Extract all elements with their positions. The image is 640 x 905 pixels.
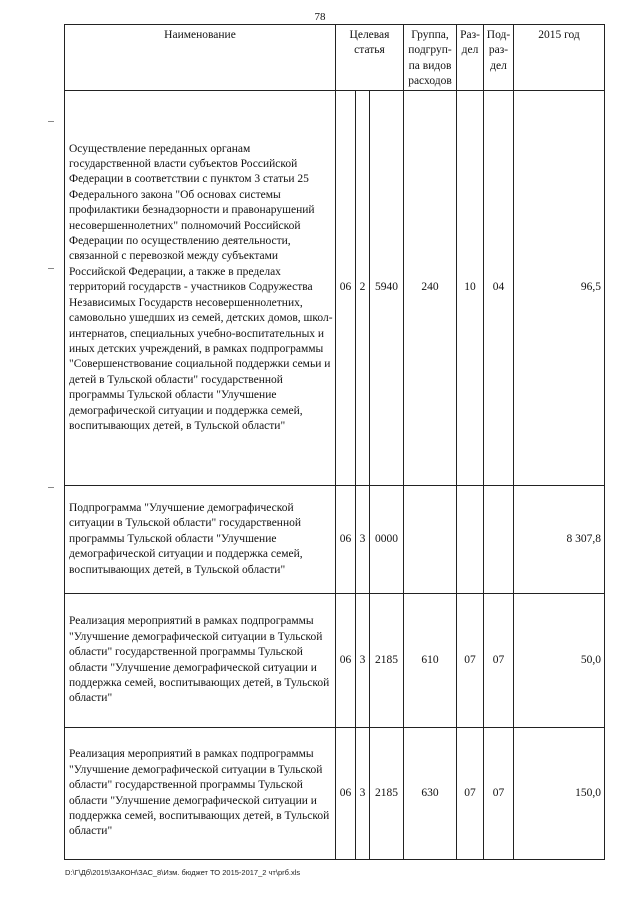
table-row [65,91,605,486]
target-part-3: 2185 [370,594,404,728]
subsection-code: 07 [484,594,514,728]
margin-mark [48,268,54,269]
file-path-footer: D:\Г\Дб\2015\ЗАКОН\ЗАС_8\Изм. бюджет ТО 2015-2017_2 чт\рrб.xls [65,868,301,877]
row-name: Подпрограмма "Улучшение демографической ситуации в Тульской области" государственной программы Тульской области "Улучшение демографической ситуации и поддержка семей, воспитывающих детей, в Тульской области" [65,486,336,594]
target-part-3: 0000 [370,486,404,594]
target-part-3: 2185 [370,728,404,860]
margin-mark [48,487,54,488]
page-number: 78 [314,11,326,23]
header-year: 2015 год [514,25,605,91]
header-group: Группа, подгруп-па видов расходов [404,25,457,91]
target-part-1: 06 [336,91,356,486]
section-code: 10 [457,91,484,486]
amount-2015: 96,5 [514,91,605,486]
group-code [404,486,457,594]
row-name: Осуществление переданных органам государственной власти субъектов Российской Федерации в соответствии с пунктом 3 статьи 25 Федерального закона "Об основах системы профилактики безнадзорности и правонарушений несовершеннолетних" полномочий Российской Федерации по осуществлению деятельности, связанной с перевозкой между субъектами Российской Федерации, а также в пределах территорий государств - участников Содружества Независимых Государств несовершеннолетних, самовольно ушедших из семей, детских домов, школ-интернатов, специальных учебно-воспитательных и иных детских учреждений, в рамках подпрограммы "Совершенствование социальной поддержки семьи и детей в Тульской области" государственной программы Тульской области "Улучшение демографической ситуации и поддержка семей, воспитывающих детей, в Тульской области" [65,91,336,486]
target-part-1: 06 [336,486,356,594]
target-part-1: 06 [336,594,356,728]
target-part-2: 2 [356,91,370,486]
group-code: 610 [404,594,457,728]
subsection-code: 04 [484,91,514,486]
table-row [65,728,605,860]
table-row [65,486,605,594]
amount-2015: 8 307,8 [514,486,605,594]
header-section: Раз-дел [457,25,484,91]
header-subsection: Под-раз-дел [484,25,514,91]
subsection-code: 07 [484,728,514,860]
header-name: Наименование [65,25,336,91]
header-target: Целевая статья [336,25,404,91]
amount-2015: 150,0 [514,728,605,860]
target-part-1: 06 [336,728,356,860]
header-row [65,25,605,91]
group-code: 630 [404,728,457,860]
target-part-2: 3 [356,594,370,728]
target-part-2: 3 [356,486,370,594]
subsection-code [484,486,514,594]
target-part-2: 3 [356,728,370,860]
amount-2015: 50,0 [514,594,605,728]
section-code [457,486,484,594]
margin-mark [48,121,54,122]
section-code: 07 [457,728,484,860]
section-code: 07 [457,594,484,728]
table-row [65,594,605,728]
budget-table [64,24,605,860]
target-part-3: 5940 [370,91,404,486]
row-name: Реализация мероприятий в рамках подпрограммы "Улучшение демографической ситуации в Тульской области" государственной программы Тульской области "Улучшение демографической ситуации и поддержка семей, воспитывающих детей, в Тульской области" [65,594,336,728]
row-name: Реализация мероприятий в рамках подпрограммы "Улучшение демографической ситуации в Тульской области" государственной программы Тульской области "Улучшение демографической ситуации и поддержка семей, воспитывающих детей, в Тульской области" [65,728,336,860]
group-code: 240 [404,91,457,486]
